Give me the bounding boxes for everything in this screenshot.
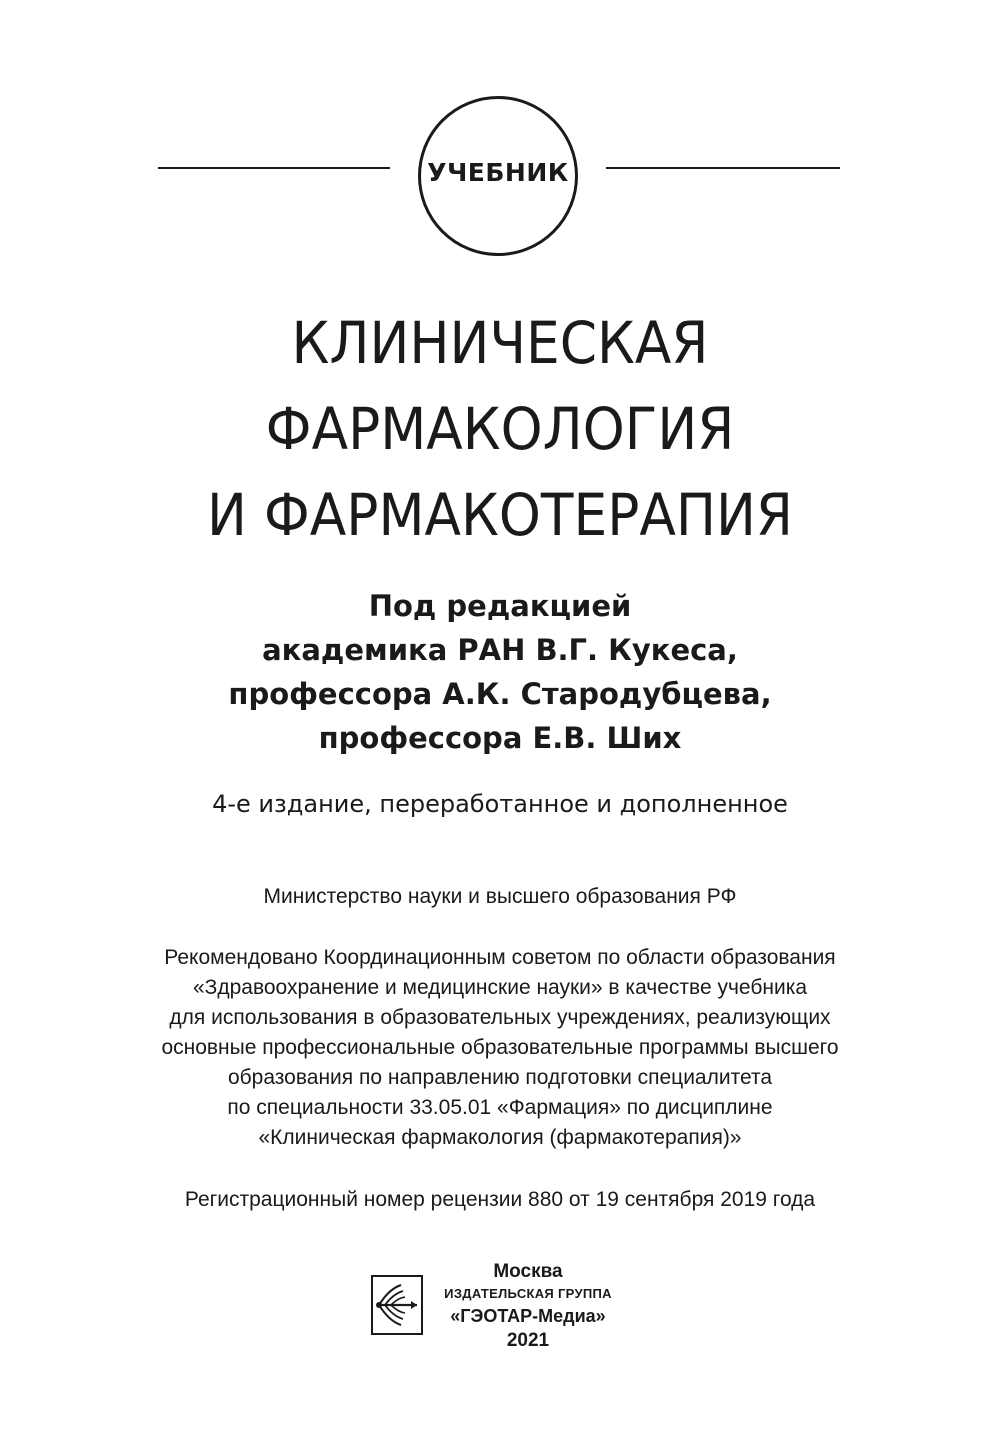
textbook-badge bbox=[418, 96, 578, 256]
right-divider bbox=[606, 167, 840, 169]
textbook-badge-label: УЧЕБНИК bbox=[427, 157, 569, 187]
registration-line: Регистрационный номер рецензии 880 от 19 сентября 2019 года bbox=[184, 1188, 816, 1211]
recommendation-line: Рекомендовано Координационным советом по области образования bbox=[164, 946, 836, 969]
editors-line: профессора А.К. Стародубцева, bbox=[228, 677, 772, 711]
recommendation-line: «Здравоохранение и медицинские науки» в качестве учебника bbox=[192, 976, 808, 999]
book-title-line: КЛИНИЧЕСКАЯ bbox=[291, 309, 709, 377]
book-title-line: ФАРМАКОЛОГИЯ bbox=[265, 395, 735, 463]
geotar-logo-icon bbox=[371, 1275, 423, 1335]
recommendation-line: основные профессиональные образовательные программы высшего bbox=[161, 1036, 839, 1059]
publisher-city: Москва bbox=[493, 1261, 563, 1282]
recommendation-block bbox=[0, 943, 1000, 1153]
editors-line: академика РАН В.Г. Кукеса, bbox=[262, 633, 738, 667]
editors-line: Под редакцией bbox=[368, 589, 632, 623]
left-divider bbox=[158, 167, 390, 169]
recommendation-line: по специальности 33.05.01 «Фармация» по дисциплине bbox=[227, 1096, 773, 1119]
publisher-block bbox=[428, 1260, 628, 1354]
book-title-line: И ФАРМАКОТЕРАПИЯ bbox=[206, 481, 794, 549]
publication-year: 2021 bbox=[506, 1330, 550, 1351]
publisher-name: «ГЭОТАР-Медиа» bbox=[450, 1306, 606, 1326]
recommendation-line: для использования в образовательных учреждениях, реализующих bbox=[169, 1006, 831, 1029]
book-title bbox=[40, 300, 960, 558]
editors-block bbox=[0, 584, 1000, 760]
badge-row bbox=[0, 96, 1000, 256]
recommendation-line: «Клиническая фармакология (фармакотерапия)» bbox=[258, 1126, 742, 1149]
recommendation-line: образования по направлению подготовки специалитета bbox=[227, 1066, 773, 1089]
edition-note: 4-е издание, переработанное и дополненное bbox=[212, 790, 788, 818]
editors-line: профессора Е.В. Ших bbox=[318, 721, 682, 755]
ministry-line: Министерство науки и высшего образования РФ bbox=[263, 885, 737, 908]
publisher-group: ИЗДАТЕЛЬСКАЯ ГРУППА bbox=[444, 1286, 612, 1301]
